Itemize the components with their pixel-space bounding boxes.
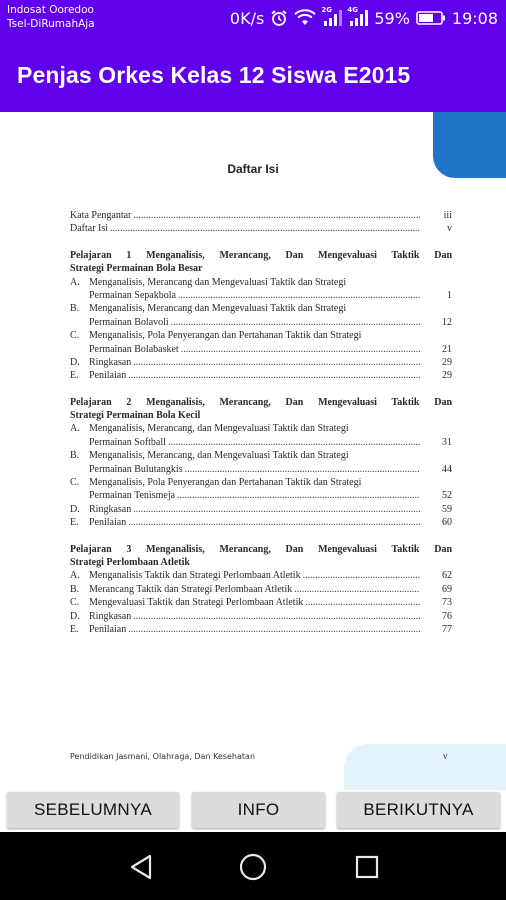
toc-entry: Permainan Sepakbola ..... 1 bbox=[70, 289, 452, 302]
app-title: Penjas Orkes Kelas 12 Siswa E2015 bbox=[17, 62, 411, 88]
toc-entry: D. Ringkasan ..... 76 bbox=[70, 610, 452, 623]
table-of-contents bbox=[70, 209, 452, 636]
toc-entry: Permainan Bulutangkis ..... 44 bbox=[70, 463, 452, 476]
toc-entry: Permainan Softball ..... 31 bbox=[70, 436, 452, 449]
network-type-badge: 4G bbox=[347, 6, 358, 14]
info-button[interactable]: INFO bbox=[192, 792, 325, 828]
status-bar bbox=[0, 0, 506, 36]
page-number: v bbox=[443, 751, 448, 761]
signal-icon bbox=[321, 6, 342, 27]
back-icon[interactable] bbox=[126, 852, 156, 882]
home-icon[interactable] bbox=[238, 852, 268, 882]
chapter-heading: Strategi Perlombaan Atletik bbox=[70, 556, 190, 568]
toc-entry: E. Penilaian ..... 77 bbox=[70, 623, 452, 636]
toc-entry: B. Menganalisis, Merancang, dan Mengevaluasi Taktik dan Strategi bbox=[70, 450, 349, 462]
alarm-icon bbox=[270, 9, 288, 27]
toc-entry: C. Menganalisis, Pola Penyerangan dan Pertahanan Taktik dan Strategi bbox=[70, 477, 362, 489]
toc-entry: D. Ringkasan ..... 59 bbox=[70, 503, 452, 516]
chapter-heading: Strategi Permainan Bola Kecil bbox=[70, 410, 201, 422]
toc-entry: A. Menganalisis Taktik dan Strategi Perlombaan Atletik ..... 62 bbox=[70, 569, 452, 582]
toc-entry: A. Menganalisis, Merancang dan Mengevaluasi Taktik dan Strategi bbox=[70, 276, 347, 288]
toc-entry: B. Menganalisis, Merancang dan Mengevaluasi Taktik dan Strategi bbox=[70, 303, 347, 315]
chapter-heading: Pelajaran 1 Menganalisis, Merancang, Dan Mengevaluasi Taktik Dan bbox=[70, 249, 452, 261]
battery-icon bbox=[416, 10, 446, 26]
status-icons bbox=[230, 6, 498, 30]
wifi-icon bbox=[294, 9, 316, 27]
toc-entry: D. Ringkasan ..... 29 bbox=[70, 356, 452, 369]
toc-entry: E. Penilaian ..... 60 bbox=[70, 516, 452, 529]
carrier-info bbox=[7, 3, 95, 31]
network-type-badge: 2G bbox=[321, 6, 332, 14]
signal-icon bbox=[347, 6, 368, 27]
page-footer-text: Pendidikan Jasmani, Olahraga, Dan Kesehatan bbox=[70, 752, 256, 761]
document-page[interactable] bbox=[0, 112, 506, 790]
toc-title: Daftar Isi bbox=[227, 162, 279, 176]
toc-entry: Daftar Isi ..... v bbox=[70, 222, 452, 235]
clock: 19:08 bbox=[451, 8, 498, 28]
toc-entry: A. Menganalisis, Merancang, dan Mengevaluasi Taktik dan Strategi bbox=[70, 423, 349, 435]
toc-entry: Permainan Bolabasket ..... 21 bbox=[70, 343, 452, 356]
toc-entry: Permainan Bolavoli ..... 12 bbox=[70, 316, 452, 329]
system-nav-bar bbox=[0, 832, 506, 900]
navigation-buttons bbox=[0, 790, 506, 832]
page-footer-decoration bbox=[344, 744, 506, 790]
toc-entry: C. Menganalisis, Pola Penyerangan dan Pertahanan Taktik dan Strategi bbox=[70, 330, 362, 342]
recents-icon[interactable] bbox=[352, 852, 382, 882]
carrier-name: Indosat Ooredoo bbox=[7, 4, 94, 16]
toc-entry: E. Penilaian ..... 29 bbox=[70, 369, 452, 382]
carrier-secondary: Tsel-DiRumahAja bbox=[7, 18, 95, 30]
toc-entry: Permainan Tenismeja ..... 52 bbox=[70, 489, 452, 502]
toc-entry: Kata Pengantar ..... iii bbox=[70, 209, 452, 222]
toc-entry: C. Mengevaluasi Taktik dan Strategi Perlombaan Atletik ..... 73 bbox=[70, 596, 452, 609]
battery-percent: 59% bbox=[374, 8, 410, 28]
next-button[interactable]: BERIKUTNYA bbox=[337, 792, 500, 828]
network-speed: 0K/s bbox=[229, 8, 265, 28]
app-bar bbox=[0, 36, 506, 112]
chapter-heading: Pelajaran 3 Menganalisis, Merancang, Dan Mengevaluasi Taktik Dan bbox=[70, 543, 452, 555]
chapter-heading: Strategi Permainan Bola Besar bbox=[70, 263, 203, 275]
toc-entry: B. Merancang Taktik dan Strategi Perlombaan Atletik ..... 69 bbox=[70, 583, 452, 596]
previous-button[interactable]: SEBELUMNYA bbox=[7, 792, 179, 828]
chapter-heading: Pelajaran 2 Menganalisis, Merancang, Dan Mengevaluasi Taktik Dan bbox=[70, 396, 452, 408]
